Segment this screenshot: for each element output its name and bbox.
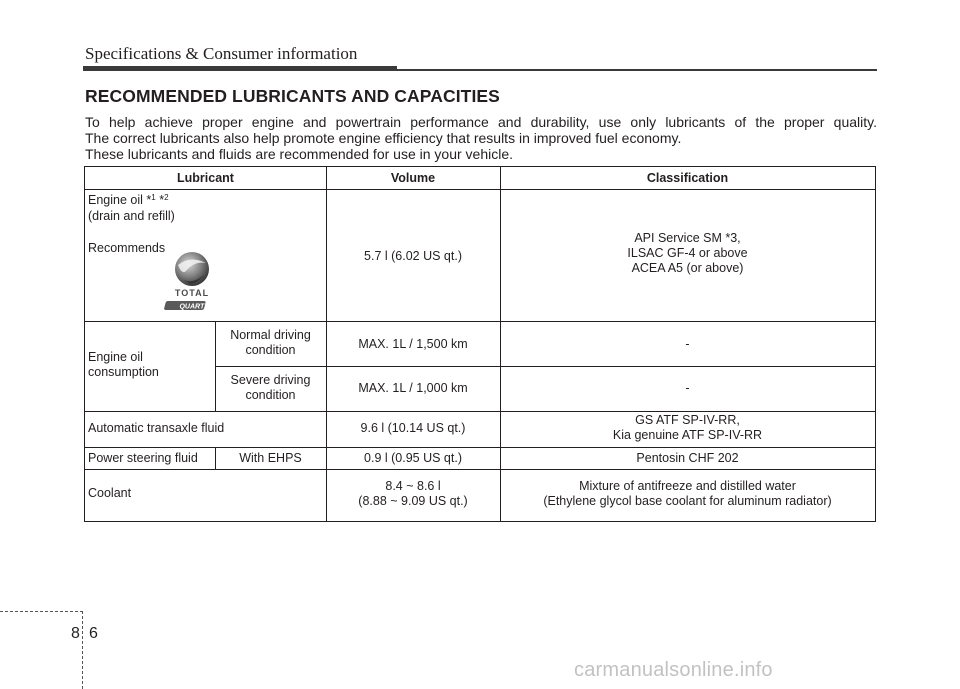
engine-oil-volume: 5.7 l (6.02 US qt.) [364, 249, 462, 263]
steering-classification: Pentosin CHF 202 [636, 451, 739, 465]
intro-line-1: To help achieve proper engine and powertrain performance and durability, use only lubricants of the proper quality. [85, 114, 877, 130]
section-header-title: Specifications & Consumer information [85, 44, 358, 63]
svg-text:TOTAL: TOTAL [174, 288, 210, 298]
column-header-classification: Classification [646, 171, 729, 185]
coolant-volume-line-1: 8.4 ~ 8.6 l [385, 479, 441, 493]
normal-driving-line-1: Normal driving [230, 328, 311, 342]
consumption-label-line-1: Engine oil [88, 350, 143, 364]
intro-line-2: The correct lubricants also help promote engine efficiency that results in improved fuel economy. [85, 130, 682, 146]
total-quartz-logo [164, 249, 220, 313]
transaxle-volume: 9.6 l (10.14 US qt.) [360, 421, 466, 435]
intro-line-3: These lubricants and fluids are recommended for use in your vehicle. [85, 146, 513, 162]
severe-driving-line-2: condition [245, 388, 296, 402]
lubricants-table [84, 166, 876, 522]
coolant-class-line-2: (Ethylene glycol base coolant for aluminum radiator) [543, 494, 832, 508]
coolant-classification [500, 479, 875, 509]
engine-oil-recommends: Recommends [88, 241, 166, 255]
engine-oil-class-line-1: API Service SM *3, [634, 231, 741, 245]
severe-driving-volume: MAX. 1L / 1,000 km [358, 381, 468, 395]
header-rule-thick [83, 66, 397, 71]
transaxle-label: Automatic transaxle fluid [88, 421, 225, 435]
total-quartz-logo-graphic [164, 249, 220, 313]
svg-text:QUARTZ: QUARTZ [179, 303, 209, 311]
header-rule-thin [397, 69, 877, 71]
page-number: 6 [89, 625, 98, 642]
engine-oil-label [88, 193, 323, 208]
engine-oil-footnote-1: *$^1$ [146, 193, 156, 207]
transaxle-classification [500, 413, 875, 443]
severe-driving-label [215, 373, 326, 403]
column-header-lubricant: Lubricant [177, 171, 234, 185]
transaxle-class-line-2: Kia genuine ATF SP-IV-RR [612, 428, 763, 442]
table-rule [85, 189, 875, 190]
engine-oil-name: Engine oil [88, 193, 143, 207]
normal-driving-volume: MAX. 1L / 1,500 km [358, 337, 468, 351]
severe-driving-class: - [685, 381, 690, 395]
column-header-volume: Volume [390, 171, 436, 185]
consumption-label [88, 350, 213, 380]
steering-volume: 0.9 l (0.95 US qt.) [364, 451, 462, 465]
intro-paragraph [85, 114, 877, 162]
table-rule [85, 411, 875, 412]
coolant-class-line-1: Mixture of antifreeze and distilled water [579, 479, 796, 493]
engine-oil-class-line-3: ACEA A5 (or above) [631, 261, 744, 275]
severe-driving-line-1: Severe driving [230, 373, 311, 387]
coolant-label: Coolant [88, 486, 132, 500]
table-rule [85, 321, 875, 322]
watermark-text: carmanualsonline.info [574, 659, 773, 681]
normal-driving-line-2: condition [245, 343, 296, 357]
steering-label: Power steering fluid [88, 451, 198, 465]
consumption-label-line-2: consumption [88, 365, 159, 379]
engine-oil-footnote-2: *$^2$ [159, 193, 169, 207]
engine-oil-subtitle: (drain and refill) [88, 209, 175, 223]
section-title: RECOMMENDED LUBRICANTS AND CAPACITIES [85, 86, 500, 106]
coolant-volume [326, 479, 500, 509]
page-chapter-number: 8 [71, 625, 80, 642]
normal-driving-label [215, 328, 326, 358]
coolant-volume-line-2: (8.88 ~ 9.09 US qt.) [358, 494, 468, 508]
steering-subtype: With EHPS [239, 451, 302, 465]
table-rule [85, 469, 875, 470]
table-rule [215, 366, 875, 367]
transaxle-class-line-1: GS ATF SP-IV-RR, [635, 413, 740, 427]
engine-oil-class-line-2: ILSAC GF-4 or above [627, 246, 748, 260]
page-footer-rule [0, 611, 83, 612]
engine-oil-classification [500, 231, 875, 276]
normal-driving-class: - [685, 337, 690, 351]
page-footer-divider [82, 611, 83, 689]
table-rule [85, 447, 875, 448]
